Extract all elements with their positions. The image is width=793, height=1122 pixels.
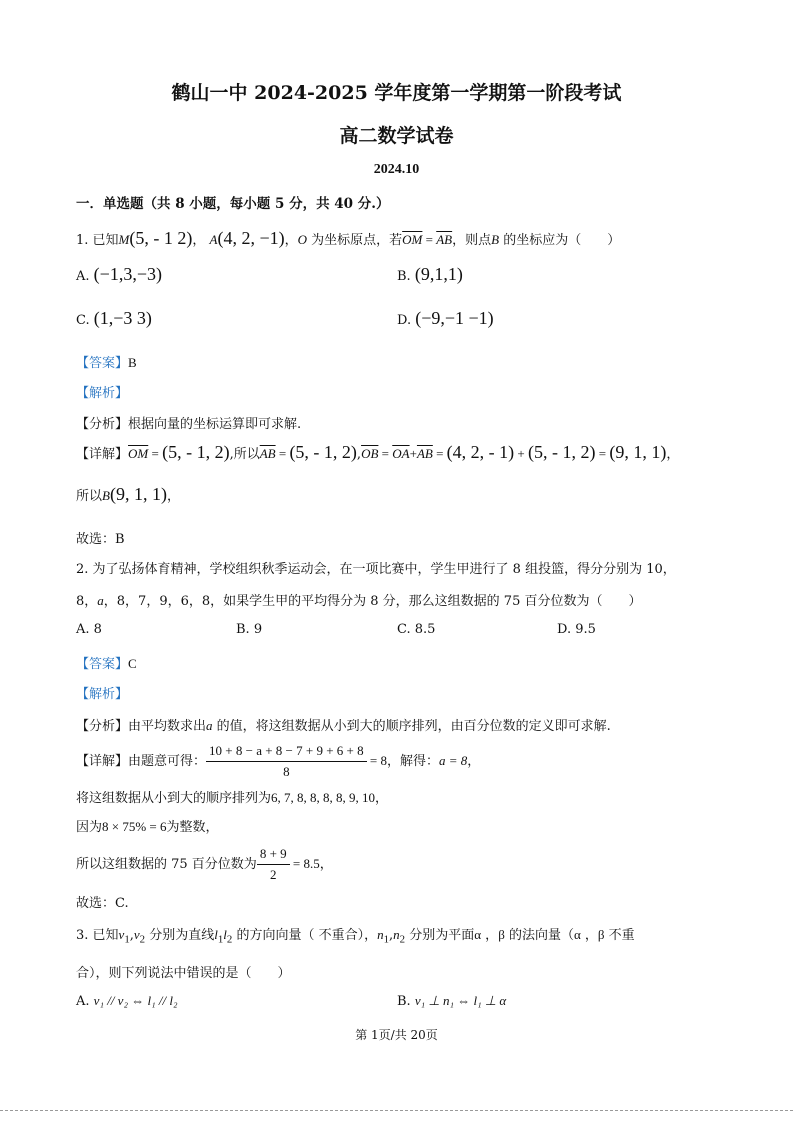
- q3-stem-line1: 3. 已知$v_1,v_2$ 分别为直线$l_1l_2$ 的方向向量（ 不重合），$n_1,n_2$ 分别为平面α ，β 的法向量（α ，β 不重: [76, 927, 635, 946]
- exam-title: 鹤山一中 2024-2025 学年度第一学期第一阶段考试: [171, 82, 622, 104]
- q2-integer: 因为8 × 75% = 6为整数，: [76, 819, 219, 835]
- q2-answer: 【答案】C: [76, 656, 137, 672]
- q1-stem: 1. 已知M(5, - 1 2)， A(4, 2, −1)，O 为坐标原点，若$\overline{OM} = \overline{AB}$，则点B 的坐标应为（ ）: [76, 228, 621, 248]
- q1-option-c: C. (1,−3 3): [76, 308, 152, 328]
- q1-analysis-label: 【解析】: [76, 386, 129, 401]
- q1-choice: 故选：B: [76, 532, 125, 547]
- q2-analysis-label: 【解析】: [76, 687, 129, 702]
- q2-fenxi: 【分析】由平均数求出a 的值，将这组数据从小到大的顺序排列，由百分位数的定义即可求解.: [76, 718, 611, 734]
- q2-stem-line2: 8，a，8，7，9，6，8，如果学生甲的平均得分为 8 分，那么这组数据的 75 百分位数为（ ）: [76, 593, 642, 609]
- q2-option-c: C. 8.5: [397, 622, 436, 637]
- q2-sorted: 将这组数据从小到大的顺序排列为6, 7, 8, 8, 8, 8, 9, 10，: [76, 790, 389, 806]
- q2-option-d: D. 9.5: [557, 622, 596, 637]
- section-heading: 一．单选题（共 8 小题，每小题 5 分，共 40 分.）: [76, 196, 390, 212]
- q1-so-b: 所以B(9, 1, 1)，: [76, 484, 180, 504]
- q1-option-d: D. (−9,−1 −1): [397, 308, 494, 328]
- q1-option-a: A. (−1,3,−3): [76, 264, 162, 284]
- page-number: 第 1页/共 20页: [355, 1028, 438, 1042]
- bottom-divider: [0, 1110, 793, 1111]
- q1-detail: 【详解】$\overline{OM} = (5$, - 1, 2),所以$\overline{AB} = (5$, - 1, $2),\overline{OB} = \overline{OA}+\overline{AB} = (4$, 2, - 1) + (5, - 1, 2) = (9, 1, 1)，: [76, 442, 680, 462]
- exam-date: 2024.10: [373, 162, 420, 177]
- q2-option-a: A. 8: [76, 622, 102, 637]
- q2-option-b: B. 9: [236, 622, 263, 637]
- q2-stem-line1: 2. 为了弘扬体育精神，学校组织秋季运动会，在一项比赛中，学生甲进行了 8 组投篮，得分分别为 10，: [76, 562, 676, 577]
- q2-choice: 故选：C.: [76, 896, 129, 911]
- q2-detail: 【详解】由题意可得： $\frac{10 + 8 - a + 8 - 7 + 9 + 6 + 8}{8}$ = 8，解得：a = 8，: [76, 743, 481, 779]
- q3-stem-line2: 合），则下列说法中错误的是（ ）: [76, 966, 291, 981]
- q1-answer: 【答案】B: [76, 355, 137, 371]
- q2-fraction-mean: $\frac{10 + 8 - a + 8 - 7 + 9 + 6 + 8}{8}$: [206, 743, 367, 780]
- q3-option-b: B. v₁ ⊥ n₁ ⇔ l₁ ⊥ α: [397, 993, 507, 1009]
- q1-fenxi: 【分析】根据向量的坐标运算即可求解.: [76, 417, 302, 432]
- q2-fraction-percentile: $\frac{8 + 9}{2}$: [257, 846, 290, 883]
- q3-option-a: A. v₁ // v₂ ⇔ l₁ // l₂: [76, 993, 178, 1009]
- exam-subtitle: 高二数学试卷: [339, 125, 454, 147]
- q1-option-b: B. (9,1,1): [397, 264, 463, 284]
- q2-percentile: 所以这组数据的 75 百分位数为 $\frac{8 + 9}{2}$ = 8.5，: [76, 846, 333, 882]
